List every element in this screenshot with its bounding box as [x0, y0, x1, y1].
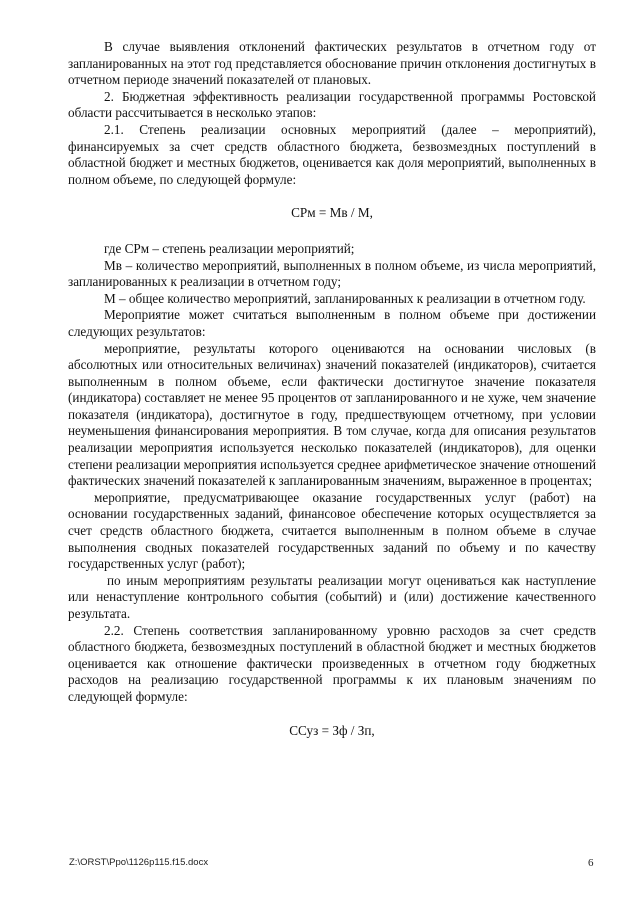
- criterion-state-services: мероприятие, предусматривающее оказание государственных услуг (работ) на основании государственных заданий, финансовое обеспечение которых осуществляется за счет средств областного бюджета, считается выполненным в полном объеме в случае выполнения сводных показателей государственных заданий по объему и по качеству государственных услуг (работ);: [68, 489, 596, 572]
- formula-ssuz: ССуз = Зф / Зп,: [289, 722, 375, 738]
- paragraph-section-2-2: 2.2. Степень соответствия запланированному уровню расходов за счет средств областного бюджета, безвозмездных поступлений в областной бюджет и местных бюджетов оценивается как отношение фактически произведенных в отчетном году бюджетных расходов на реализацию государственной программы к их плановым значениям по следующей формуле:: [68, 622, 596, 704]
- definition-mv: Мв – количество мероприятий, выполненных в полном объеме, из числа мероприятий, запланированных к реализации в отчетном году;: [68, 257, 596, 290]
- definition-m: М – общее количество мероприятий, запланированных к реализации в отчетном году.: [104, 290, 586, 306]
- formula-srm: СРм = Мв / М,: [291, 205, 373, 221]
- paragraph-completion-criteria: Мероприятие может считаться выполненным в полном объеме при достижении следующих результатов:: [68, 307, 596, 339]
- paragraph-deviation-justification: В случае выявления отклонений фактических результатов в отчетном году от запланированных на этот год представляется обоснование причин отклонения достигнутых в отчетном периоде значений показателей от плановых.: [68, 39, 596, 88]
- document-body: [68, 39, 596, 758]
- definition-srm: где СРм – степень реализации мероприятий;: [104, 240, 355, 256]
- criterion-other-events: по иным мероприятиям результаты реализации могут оцениваться как наступление или ненаступление контрольного события (событий) и (или) достижение качественного результата.: [68, 572, 596, 621]
- footer-page-number: 6: [588, 857, 594, 869]
- paragraph-budget-efficiency: 2. Бюджетная эффективность реализации государственной программы Ростовской области рассчитывается в несколько этапов:: [68, 88, 596, 121]
- paragraph-section-2-1: 2.1. Степень реализации основных мероприятий (далее – мероприятий), финансируемых за счет средств областного бюджета, безвозмездных поступлений в областной бюджет и местных бюджетов, оценивается как доля мероприятий, выполненных в полном объеме, по следующей формуле:: [68, 121, 596, 187]
- criterion-numeric-indicators: мероприятие, результаты которого оцениваются на основании числовых (в абсолютных или относительных величинах) значений показателей (индикаторов), считается выполненным в полном объеме, если фактически достигнутое значение показателя (индикатора) составляет не менее 95 процентов от запланированного и не хуже, чем значение показателя (индикатора), достигнутое в году, предшествующем отчетному, при условии неуменьшения финансирования мероприятия. В том случае, когда для описания результатов реализации мероприятия используется несколько показателей (индикаторов), для оценки степени реализации мероприятия используется среднее арифметическое значение отношений фактических значений показателей к запланированным значениям, выраженное в процентах;: [68, 340, 596, 489]
- footer-file-path: Z:\ORST\Ppo\1126p115.f15.docx: [69, 857, 209, 868]
